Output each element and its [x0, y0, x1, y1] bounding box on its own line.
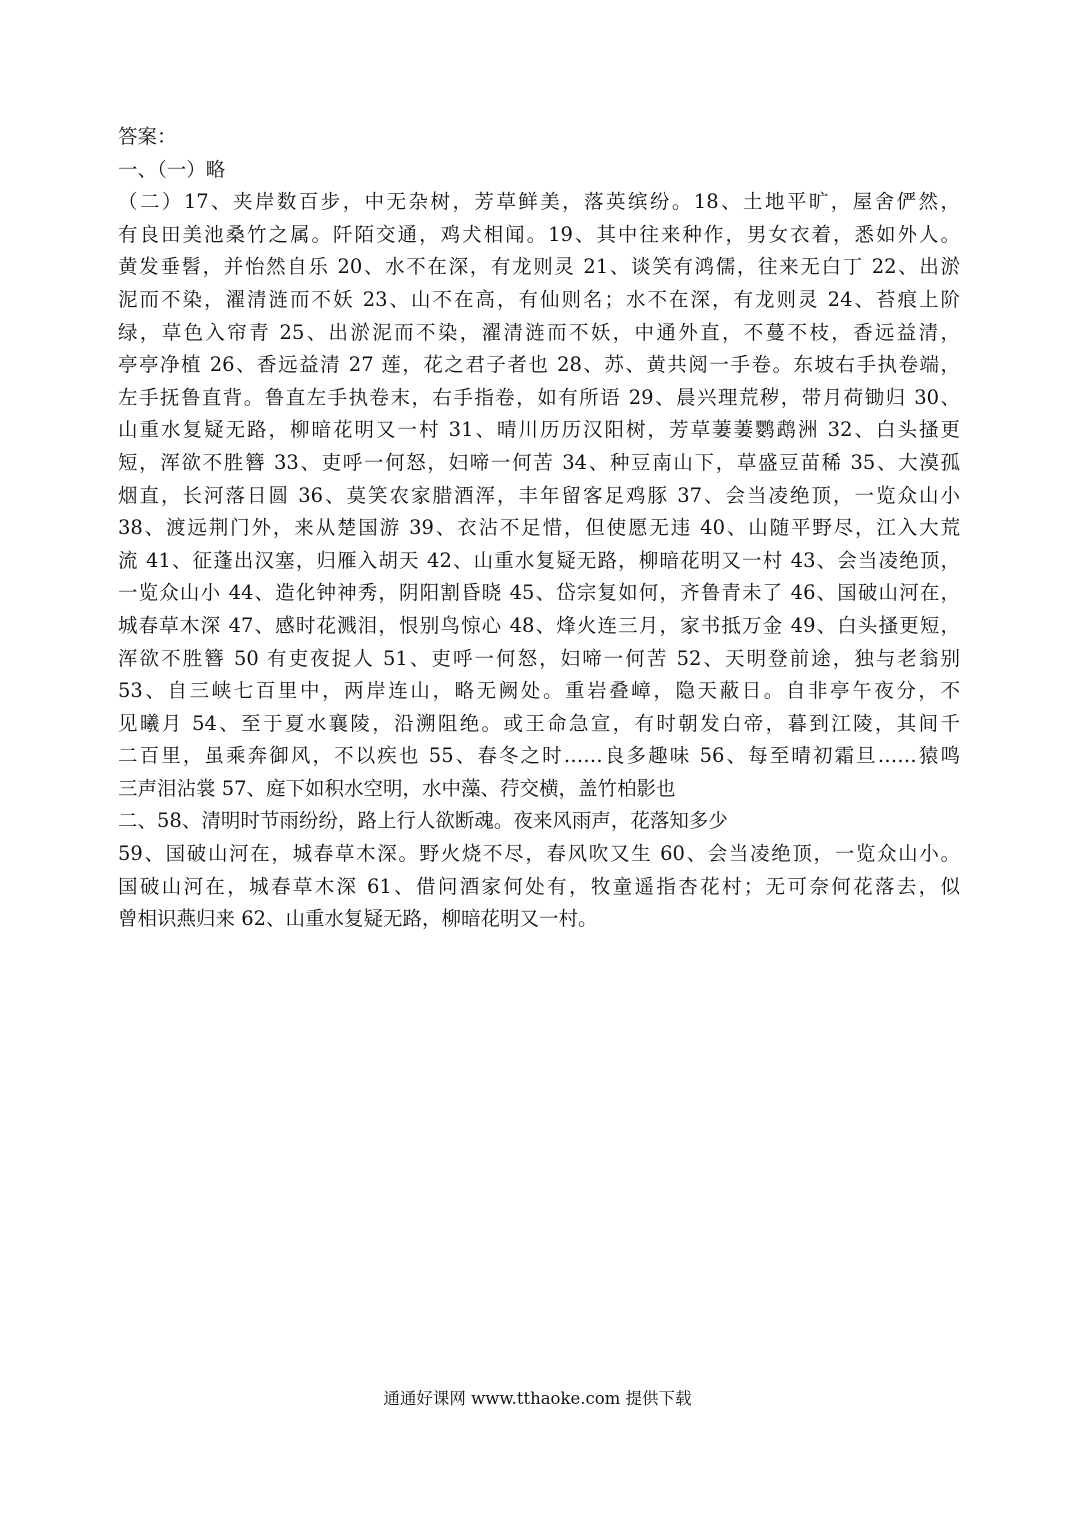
text-line: 曾相识燕归来 62、山重水复疑无路，柳暗花明又一村。 — [118, 907, 598, 931]
text-line: 二百里，虽乘奔御风，不以疾也 55、春冬之时……良多趣味 56、每至晴初霜旦……猿鸣 — [118, 744, 960, 768]
answer-heading: 答案： — [118, 125, 177, 148]
text-line: 亭亭净植 26、香远益清 27 莲，花之君子者也 28、苏、黄共阅一手卷。东坡右手执卷端， — [118, 353, 960, 377]
text-line: 有良田美池桑竹之属。阡陌交通，鸡犬相闻。19、其中往来种作，男女衣着，悉如外人。 — [118, 222, 960, 246]
text-line: 见曦月 54、至于夏水襄陵，沿溯阻绝。或王命急宣，有时朝发白帝，暮到江陵，其间千 — [118, 711, 960, 735]
text-line: 左手抚鲁直背。鲁直左手执卷末，右手指卷，如有所语 29、晨兴理荒秽，带月荷锄归 30、 — [118, 385, 960, 409]
section-2-start: 二、58、清明时节雨纷纷，路上行人欲断魂。夜来风雨声，花落知多少 — [118, 809, 728, 833]
text-line: 城春草木深 47、感时花溅泪，恨别鸟惊心 48、烽火连三月，家书抵万金 49、白头搔更短， — [118, 613, 960, 637]
text-line: 国破山河在，城春草木深 61、借问酒家何处有，牧童遥指杏花村；无可奈何花落去，似 — [118, 874, 960, 898]
text-line: 浑欲不胜簪 50 有吏夜捉人 51、吏呼一何怒，妇啼一何苦 52、天明登前途，独与老翁别 — [118, 646, 960, 670]
text-line: 黄发垂髫，并怡然自乐 20、水不在深，有龙则灵 21、谈笑有鸿儒，往来无白丁 22、出淤 — [118, 255, 960, 279]
page-footer: 通通好课网 www.tthaoke.com 提供下载 — [383, 1389, 692, 1408]
text-line: 53、自三峡七百里中，两岸连山，略无阙处。重岩叠嶂，隐天蔽日。自非亭午夜分，不 — [118, 679, 960, 703]
text-line: 三声泪沾裳 57、庭下如积水空明，水中藻、荇交横，盖竹柏影也 — [118, 776, 676, 800]
text-line: 流 41、征蓬出汉塞，归雁入胡天 42、山重水复疑无路，柳暗花明又一村 43、会当凌绝顶， — [118, 548, 960, 572]
text-line: 59、国破山河在，城春草木深。野火烧不尽，春风吹又生 60、会当凌绝顶，一览众山小。 — [118, 842, 960, 866]
section-1-part-1: 一、（一）略 — [118, 157, 226, 181]
text-line: 一览众山小 44、造化钟神秀，阴阳割昏晓 45、岱宗复如何，齐鲁青未了 46、国破山河在， — [118, 581, 960, 605]
text-line: 38、渡远荆门外，来从楚国游 39、衣沾不足惜，但使愿无违 40、山随平野尽，江入大荒 — [118, 516, 960, 540]
text-line: 烟直，长河落日圆 36、莫笑农家腊酒浑，丰年留客足鸡豚 37、会当凌绝顶，一览众山小 — [118, 483, 960, 507]
answer-text-body — [118, 121, 960, 936]
text-line: 山重水复疑无路，柳暗花明又一村 31、晴川历历汉阳树，芳草萋萋鹦鹉洲 32、白头搔更 — [118, 418, 960, 442]
text-line: （二）17、夹岸数百步，中无杂树，芳草鲜美，落英缤纷。18、土地平旷，屋舍俨然， — [118, 190, 960, 214]
text-line: 泥而不染，濯清涟而不妖 23、山不在高，有仙则名；水不在深，有龙则灵 24、苔痕上阶 — [118, 287, 960, 311]
text-line: 绿，草色入帘青 25、出淤泥而不染，濯清涟而不妖，中通外直，不蔓不枝，香远益清， — [118, 320, 960, 344]
text-line: 短，浑欲不胜簪 33、吏呼一何怒，妇啼一何苦 34、种豆南山下，草盛豆苗稀 35、大漠孤 — [118, 450, 960, 474]
